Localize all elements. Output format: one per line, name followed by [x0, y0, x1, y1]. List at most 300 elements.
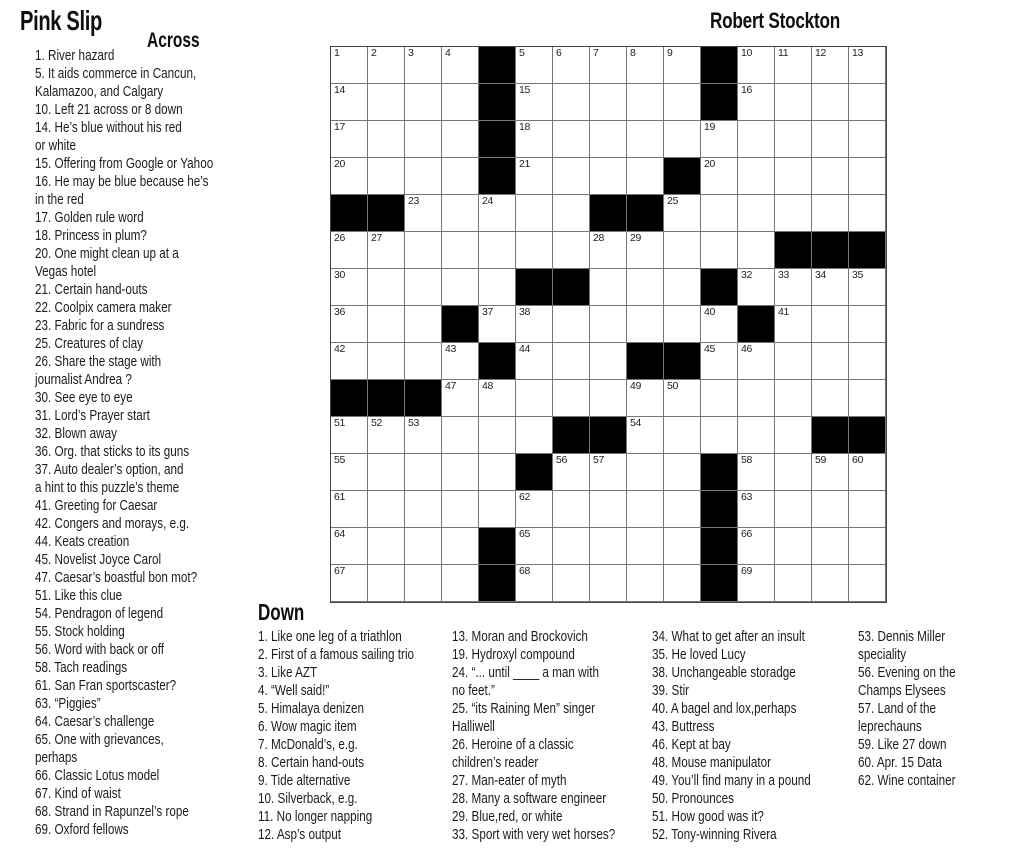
grid-cell-white[interactable]	[516, 47, 553, 84]
grid-cell-white[interactable]	[738, 343, 775, 380]
across-clue	[35, 533, 263, 551]
clue-line: 45. Novelist Joyce Carol	[35, 551, 162, 568]
grid-cell-black	[331, 380, 368, 417]
grid-cell-white[interactable]	[664, 528, 701, 565]
grid-cell-white[interactable]	[368, 47, 405, 84]
cell-number: 63	[741, 491, 753, 503]
clue-line: 10. Left 21 across or 8 down	[35, 101, 183, 118]
clue-line: 16. He may be blue because he’s	[35, 173, 209, 190]
grid-cell-white[interactable]	[553, 528, 590, 565]
grid-cell-white[interactable]	[405, 417, 442, 454]
grid-cell-white[interactable]	[331, 454, 368, 491]
grid-cell-white[interactable]	[442, 454, 479, 491]
grid-cell-white[interactable]	[775, 343, 812, 380]
clue-line: 35. He loved Lucy	[652, 646, 746, 663]
cell-number: 65	[519, 528, 531, 540]
grid-cell-white[interactable]	[849, 491, 886, 528]
grid-cell-white[interactable]	[331, 121, 368, 158]
down-clue-column	[258, 628, 458, 844]
grid-cell-white[interactable]	[553, 47, 590, 84]
grid-cell-white[interactable]	[664, 84, 701, 121]
across-clue	[35, 515, 263, 533]
grid-cell-white[interactable]	[627, 491, 664, 528]
grid-cell-white[interactable]	[368, 269, 405, 306]
grid-cell-white[interactable]	[701, 158, 738, 195]
grid-cell-white[interactable]	[331, 491, 368, 528]
grid-cell-white[interactable]	[442, 565, 479, 602]
grid-cell-white[interactable]	[775, 195, 812, 232]
grid-cell-white[interactable]	[664, 380, 701, 417]
grid-cell-white[interactable]	[627, 269, 664, 306]
grid-cell-white[interactable]	[701, 380, 738, 417]
grid-cell-white[interactable]	[442, 343, 479, 380]
across-clue	[35, 227, 263, 245]
cell-number: 9	[667, 47, 673, 59]
grid-cell-white[interactable]	[849, 121, 886, 158]
down-clue	[258, 826, 458, 844]
across-clue	[35, 695, 263, 713]
cell-number: 69	[741, 565, 753, 577]
clue-line: 44. Keats creation	[35, 533, 130, 550]
grid-cell-white[interactable]	[405, 84, 442, 121]
grid-cell-white[interactable]	[442, 528, 479, 565]
grid-cell-white[interactable]	[516, 158, 553, 195]
grid-cell-white[interactable]	[664, 491, 701, 528]
grid-cell-white[interactable]	[664, 306, 701, 343]
grid-cell-white[interactable]	[590, 158, 627, 195]
cell-number: 7	[593, 47, 599, 59]
grid-cell-white[interactable]	[775, 269, 812, 306]
grid-cell-white[interactable]	[849, 269, 886, 306]
clue-line: 4. “Well said!”	[258, 682, 330, 699]
grid-cell-white[interactable]	[516, 380, 553, 417]
grid-cell-white[interactable]	[775, 380, 812, 417]
down-clue-column	[858, 628, 983, 790]
across-clue	[35, 785, 263, 803]
grid-cell-white[interactable]	[701, 306, 738, 343]
grid-cell-white[interactable]	[738, 417, 775, 454]
clue-line: 51. How good was it?	[652, 808, 764, 825]
grid-cell-white[interactable]	[812, 343, 849, 380]
grid-cell-white[interactable]	[812, 306, 849, 343]
grid-cell-white[interactable]	[738, 158, 775, 195]
grid-cell-white[interactable]	[405, 121, 442, 158]
cell-number: 28	[593, 232, 605, 244]
cell-number: 23	[408, 195, 420, 207]
grid-cell-white[interactable]	[331, 306, 368, 343]
grid-cell-white[interactable]	[812, 565, 849, 602]
grid-cell-white[interactable]	[479, 306, 516, 343]
grid-cell-white[interactable]	[553, 195, 590, 232]
grid-cell-black	[553, 269, 590, 306]
grid-cell-white[interactable]	[664, 269, 701, 306]
across-clue	[35, 299, 263, 317]
grid-cell-white[interactable]	[479, 380, 516, 417]
across-clue	[35, 803, 263, 821]
grid-cell-white[interactable]	[331, 343, 368, 380]
grid-cell-white[interactable]	[442, 47, 479, 84]
clue-line: 15. Offering from Google or Yahoo	[35, 155, 214, 172]
grid-cell-white[interactable]	[849, 195, 886, 232]
grid-cell-white[interactable]	[590, 454, 627, 491]
grid-cell-white[interactable]	[442, 232, 479, 269]
grid-cell-white[interactable]	[479, 269, 516, 306]
grid-cell-white[interactable]	[701, 343, 738, 380]
grid-cell-white[interactable]	[331, 47, 368, 84]
clue-line: 1. Like one leg of a triathlon	[258, 628, 402, 645]
grid-cell-white[interactable]	[405, 491, 442, 528]
grid-cell-white[interactable]	[331, 158, 368, 195]
across-clue	[35, 173, 263, 209]
grid-cell-white[interactable]	[442, 380, 479, 417]
grid-cell-white[interactable]	[479, 195, 516, 232]
grid-cell-white[interactable]	[479, 417, 516, 454]
grid-cell-white[interactable]	[442, 417, 479, 454]
grid-cell-white[interactable]	[368, 306, 405, 343]
down-clue	[452, 808, 661, 826]
grid-cell-white[interactable]	[738, 565, 775, 602]
grid-cell-white[interactable]	[368, 454, 405, 491]
cell-number: 62	[519, 491, 531, 503]
grid-cell-white[interactable]	[553, 565, 590, 602]
grid-cell-white[interactable]	[627, 380, 664, 417]
across-clue	[35, 659, 263, 677]
grid-cell-white[interactable]	[590, 380, 627, 417]
cell-number: 47	[445, 380, 457, 392]
grid-cell-white[interactable]	[442, 121, 479, 158]
down-clue	[258, 808, 458, 826]
grid-cell-white[interactable]	[405, 454, 442, 491]
down-clue	[652, 808, 856, 826]
grid-cell-white[interactable]	[590, 306, 627, 343]
grid-cell-white[interactable]	[516, 195, 553, 232]
grid-cell-white[interactable]	[442, 269, 479, 306]
grid-cell-white[interactable]	[331, 417, 368, 454]
puzzle-title: Pink Slip	[20, 5, 102, 36]
grid-cell-white[interactable]	[368, 158, 405, 195]
grid-cell-white[interactable]	[368, 528, 405, 565]
grid-cell-white[interactable]	[590, 121, 627, 158]
grid-cell-white[interactable]	[812, 454, 849, 491]
grid-cell-white[interactable]	[590, 343, 627, 380]
cell-number: 57	[593, 454, 605, 466]
cell-number: 19	[704, 121, 716, 133]
puzzle-author: Robert Stockton	[710, 8, 840, 33]
clue-line: 26. Heroine of a classic	[452, 736, 574, 753]
grid-cell-white[interactable]	[738, 528, 775, 565]
grid-cell-black	[405, 380, 442, 417]
cell-number: 50	[667, 380, 679, 392]
grid-cell-white[interactable]	[368, 343, 405, 380]
clue-line: 33. Sport with very wet horses?	[452, 826, 616, 843]
grid-cell-white[interactable]	[590, 84, 627, 121]
across-clue	[35, 731, 263, 767]
down-clue	[652, 628, 856, 646]
clue-line: 6. Wow magic item	[258, 718, 357, 735]
grid-cell-white[interactable]	[849, 454, 886, 491]
grid-cell-white[interactable]	[738, 269, 775, 306]
grid-cell-white[interactable]	[516, 343, 553, 380]
clue-line: 23. Fabric for a sundress	[35, 317, 165, 334]
down-clue	[858, 736, 983, 754]
grid-cell-white[interactable]	[738, 232, 775, 269]
grid-cell-white[interactable]	[590, 47, 627, 84]
cell-number: 30	[334, 269, 346, 281]
grid-cell-white[interactable]	[331, 528, 368, 565]
grid-cell-black	[701, 269, 738, 306]
clue-line: 21. Certain hand-outs	[35, 281, 148, 298]
across-clue	[35, 677, 263, 695]
clue-line: 19. Hydroxyl compound	[452, 646, 575, 663]
clue-line: children’s reader	[452, 754, 539, 771]
cell-number: 51	[334, 417, 346, 429]
grid-cell-white[interactable]	[516, 565, 553, 602]
grid-cell-white[interactable]	[553, 380, 590, 417]
grid-cell-white[interactable]	[405, 565, 442, 602]
cell-number: 53	[408, 417, 420, 429]
grid-cell-white[interactable]	[590, 528, 627, 565]
cell-number: 61	[334, 491, 346, 503]
grid-cell-white[interactable]	[368, 84, 405, 121]
grid-cell-black	[701, 47, 738, 84]
grid-cell-white[interactable]	[664, 454, 701, 491]
grid-cell-white[interactable]	[701, 417, 738, 454]
grid-cell-white[interactable]	[553, 491, 590, 528]
grid-cell-white[interactable]	[405, 528, 442, 565]
across-clue	[35, 353, 263, 389]
grid-cell-black	[701, 491, 738, 528]
grid-cell-white[interactable]	[849, 306, 886, 343]
grid-cell-white[interactable]	[775, 158, 812, 195]
grid-cell-white[interactable]	[405, 47, 442, 84]
grid-cell-white[interactable]	[553, 306, 590, 343]
grid-cell-white[interactable]	[812, 47, 849, 84]
down-clue	[652, 790, 856, 808]
grid-cell-white[interactable]	[738, 454, 775, 491]
grid-cell-white[interactable]	[516, 84, 553, 121]
grid-cell-white[interactable]	[516, 121, 553, 158]
grid-cell-white[interactable]	[775, 454, 812, 491]
cell-number: 32	[741, 269, 753, 281]
cell-number: 54	[630, 417, 642, 429]
grid-cell-white[interactable]	[812, 195, 849, 232]
grid-cell-black	[701, 565, 738, 602]
grid-cell-white[interactable]	[812, 528, 849, 565]
grid-cell-white[interactable]	[812, 269, 849, 306]
grid-cell-white[interactable]	[664, 47, 701, 84]
clue-line: 32. Blown away	[35, 425, 117, 442]
grid-cell-white[interactable]	[405, 195, 442, 232]
across-clue	[35, 407, 263, 425]
grid-cell-white[interactable]	[479, 491, 516, 528]
grid-cell-white[interactable]	[849, 47, 886, 84]
grid-cell-white[interactable]	[664, 565, 701, 602]
grid-cell-white[interactable]	[368, 565, 405, 602]
grid-cell-white[interactable]	[553, 121, 590, 158]
clue-line: 39. Stir	[652, 682, 690, 699]
grid-cell-black	[479, 343, 516, 380]
grid-cell-white[interactable]	[405, 343, 442, 380]
across-clue	[35, 317, 263, 335]
clue-line: 69. Oxford fellows	[35, 821, 129, 838]
clue-line: 10. Silverback, e.g.	[258, 790, 358, 807]
down-clue	[652, 646, 856, 664]
clue-line: 56. Evening on the	[858, 664, 956, 681]
grid-cell-white[interactable]	[812, 491, 849, 528]
grid-cell-white[interactable]	[627, 232, 664, 269]
grid-cell-white[interactable]	[849, 84, 886, 121]
clue-line: 13. Moran and Brockovich	[452, 628, 588, 645]
grid-cell-white[interactable]	[590, 491, 627, 528]
cell-number: 20	[704, 158, 716, 170]
grid-cell-white[interactable]	[516, 528, 553, 565]
down-clue	[258, 628, 458, 646]
grid-cell-white[interactable]	[442, 158, 479, 195]
grid-cell-white[interactable]	[553, 84, 590, 121]
grid-cell-white[interactable]	[553, 232, 590, 269]
grid-cell-black	[442, 306, 479, 343]
cell-number: 13	[852, 47, 864, 59]
grid-cell-white[interactable]	[849, 565, 886, 602]
grid-cell-white[interactable]	[775, 528, 812, 565]
grid-cell-white[interactable]	[627, 158, 664, 195]
down-clue	[452, 700, 661, 736]
grid-cell-white[interactable]	[405, 269, 442, 306]
grid-cell-white[interactable]	[701, 195, 738, 232]
clue-line: Kalamazoo, and Calgary	[35, 83, 164, 100]
cell-number: 41	[778, 306, 790, 318]
grid-cell-white[interactable]	[664, 417, 701, 454]
grid-cell-white[interactable]	[553, 343, 590, 380]
grid-cell-white[interactable]	[812, 84, 849, 121]
grid-cell-white[interactable]	[553, 158, 590, 195]
grid-cell-white[interactable]	[516, 491, 553, 528]
grid-cell-white[interactable]	[516, 306, 553, 343]
down-clue	[258, 682, 458, 700]
clue-line: 68. Strand in Rapunzel’s rope	[35, 803, 189, 820]
grid-cell-white[interactable]	[405, 158, 442, 195]
grid-cell-white[interactable]	[738, 84, 775, 121]
grid-cell-white[interactable]	[775, 47, 812, 84]
clue-line: perhaps	[35, 749, 78, 766]
grid-cell-white[interactable]	[664, 232, 701, 269]
grid-cell-white[interactable]	[442, 491, 479, 528]
grid-cell-black	[479, 121, 516, 158]
across-clue	[35, 245, 263, 281]
grid-cell-white[interactable]	[627, 47, 664, 84]
grid-cell-white[interactable]	[331, 232, 368, 269]
grid-cell-white[interactable]	[368, 417, 405, 454]
grid-cell-white[interactable]	[405, 306, 442, 343]
grid-cell-white[interactable]	[442, 195, 479, 232]
grid-cell-white[interactable]	[627, 306, 664, 343]
grid-cell-white[interactable]	[775, 491, 812, 528]
grid-cell-white[interactable]	[775, 84, 812, 121]
cell-number: 14	[334, 84, 346, 96]
clue-line: 42. Congers and morays, e.g.	[35, 515, 190, 532]
grid-cell-white[interactable]	[627, 84, 664, 121]
clue-line: 67. Kind of waist	[35, 785, 121, 802]
clue-line: leprechauns	[858, 718, 922, 735]
grid-cell-white[interactable]	[442, 84, 479, 121]
down-clue	[258, 718, 458, 736]
cell-number: 4	[445, 47, 451, 59]
grid-cell-black	[479, 158, 516, 195]
grid-cell-white[interactable]	[812, 158, 849, 195]
across-clue	[35, 497, 263, 515]
cell-number: 60	[852, 454, 864, 466]
grid-cell-white[interactable]	[738, 47, 775, 84]
grid-cell-white[interactable]	[775, 417, 812, 454]
grid-cell-white[interactable]	[590, 565, 627, 602]
grid-cell-white[interactable]	[812, 380, 849, 417]
across-clue	[35, 65, 263, 101]
clue-line: no feet.”	[452, 682, 495, 699]
grid-cell-white[interactable]	[368, 232, 405, 269]
grid-cell-white[interactable]	[664, 121, 701, 158]
grid-cell-white[interactable]	[775, 565, 812, 602]
grid-cell-white[interactable]	[738, 491, 775, 528]
grid-cell-white[interactable]	[516, 232, 553, 269]
grid-cell-white[interactable]	[331, 565, 368, 602]
grid-cell-white[interactable]	[405, 232, 442, 269]
grid-cell-white[interactable]	[738, 380, 775, 417]
clue-line: 20. One might clean up at a	[35, 245, 179, 262]
down-clue	[258, 664, 458, 682]
clue-line: 27. Man-eater of myth	[452, 772, 567, 789]
cell-number: 12	[815, 47, 827, 59]
grid-cell-white[interactable]	[664, 195, 701, 232]
grid-cell-white[interactable]	[553, 454, 590, 491]
grid-cell-white[interactable]	[849, 380, 886, 417]
grid-cell-white[interactable]	[849, 343, 886, 380]
grid-cell-black	[479, 565, 516, 602]
clue-line: 56. Word with back or off	[35, 641, 164, 658]
grid-cell-white[interactable]	[627, 417, 664, 454]
across-clue	[35, 47, 263, 65]
grid-cell-white[interactable]	[331, 269, 368, 306]
grid-cell-white[interactable]	[627, 454, 664, 491]
grid-cell-white[interactable]	[849, 528, 886, 565]
cell-number: 38	[519, 306, 531, 318]
grid-cell-white[interactable]	[627, 565, 664, 602]
grid-cell-white[interactable]	[775, 306, 812, 343]
clue-line: 17. Golden rule word	[35, 209, 144, 226]
grid-cell-white[interactable]	[590, 232, 627, 269]
grid-cell-white[interactable]	[479, 454, 516, 491]
grid-cell-white[interactable]	[812, 121, 849, 158]
grid-cell-white[interactable]	[701, 121, 738, 158]
grid-cell-white[interactable]	[627, 121, 664, 158]
grid-cell-white[interactable]	[775, 121, 812, 158]
clue-line: speciality	[858, 646, 907, 663]
clue-line: in the red	[35, 191, 84, 208]
clue-line: Vegas hotel	[35, 263, 97, 280]
grid-cell-white[interactable]	[627, 528, 664, 565]
grid-cell-white[interactable]	[701, 232, 738, 269]
grid-cell-white[interactable]	[590, 269, 627, 306]
grid-cell-white[interactable]	[479, 232, 516, 269]
grid-cell-white[interactable]	[331, 84, 368, 121]
grid-cell-white[interactable]	[738, 121, 775, 158]
cell-number: 37	[482, 306, 494, 318]
grid-cell-white[interactable]	[849, 158, 886, 195]
grid-cell-white[interactable]	[368, 491, 405, 528]
grid-cell-white[interactable]	[516, 417, 553, 454]
grid-cell-white[interactable]	[368, 121, 405, 158]
clue-line: 31. Lord’s Prayer start	[35, 407, 150, 424]
grid-cell-white[interactable]	[738, 195, 775, 232]
